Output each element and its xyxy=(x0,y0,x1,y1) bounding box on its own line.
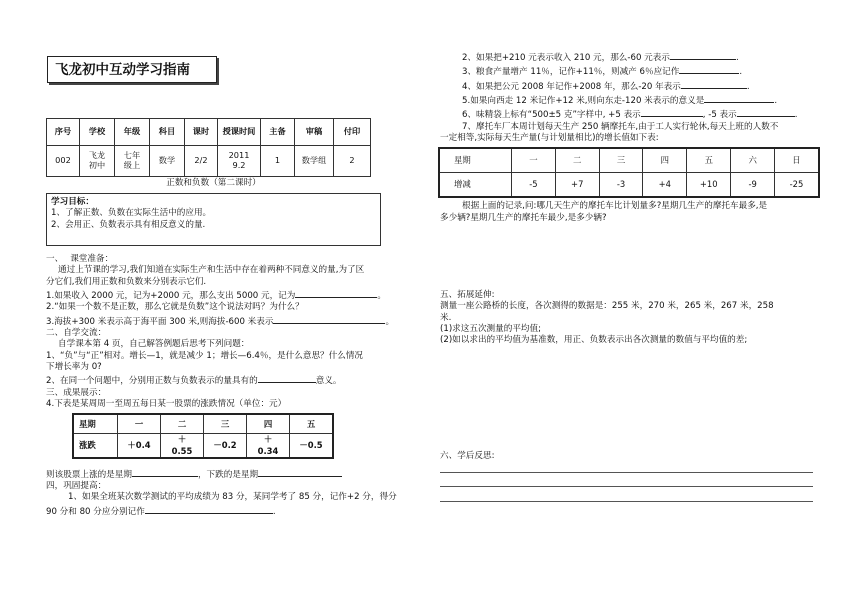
question-end: . xyxy=(272,506,276,517)
production-change-table xyxy=(438,147,820,198)
table-cell: －0.2 xyxy=(204,434,247,458)
table-cell: -3 xyxy=(599,173,643,198)
info-value-row xyxy=(47,146,371,177)
question-end: . xyxy=(746,81,750,92)
question-text: 90 分和 80 分应分别记作 xyxy=(46,506,145,517)
goals-heading: 学习目标： xyxy=(51,197,94,207)
question-r6 xyxy=(440,107,820,121)
info-value-cell: 数学 xyxy=(150,146,185,177)
left-column xyxy=(46,254,424,518)
question-text: 3、粮食产量增产 11％，记作+11％，则减产 6％应记作 xyxy=(462,67,680,78)
paragraph: 通过上节课的学习,我们知道在实际生产和生活中存在着两种不同意义的量,为了区 xyxy=(58,265,365,276)
table-cell: 一 xyxy=(118,414,161,434)
table-cell: +4 xyxy=(643,173,687,198)
table-cell: 日 xyxy=(774,148,819,173)
info-value-cell: 1 xyxy=(261,146,295,177)
info-value-cell: 2/2 xyxy=(185,146,218,177)
question-end: . xyxy=(794,110,798,121)
table-cell: +7 xyxy=(555,173,599,198)
table-cell: 二 xyxy=(161,414,204,434)
info-header-cell: 付印 xyxy=(334,119,371,146)
table-cell: 二 xyxy=(555,148,599,173)
info-header-cell: 年级 xyxy=(115,119,150,146)
section-heading: 二、自学交流： xyxy=(46,328,107,339)
paragraph: (2)如以求出的平均值为基准数，用正、负数表示出各次测量的数值与平均值的差; xyxy=(440,335,748,346)
table-cell: 三 xyxy=(599,148,643,173)
table-cell: 五 xyxy=(687,148,731,173)
section-heading: 三、成果展示： xyxy=(46,387,107,398)
answer-blank[interactable] xyxy=(704,93,774,103)
paragraph: 自学课本第 4 页，自己解答例题后思考下列问题： xyxy=(58,339,250,350)
question-s2-2 xyxy=(46,373,424,387)
question-end: 。 xyxy=(377,291,386,302)
paragraph: 1、“负”与“正”相对。增长—1，就是减少 1；增长—6.4％，是什么意思？什么情况 xyxy=(46,350,364,361)
paragraph: 7、摩托车厂本周计划每天生产 250 辆摩托车,由于工人实行轮休,每天上班的人数不 xyxy=(462,121,779,132)
question-r4 xyxy=(440,79,820,93)
goal-item: 2、会用正、负数表示具有相反意义的量. xyxy=(51,219,206,230)
table-cell: 涨跌 xyxy=(73,434,118,458)
question-r5 xyxy=(440,93,820,107)
table-row xyxy=(73,434,333,458)
info-value-cell: 2011 9.2 xyxy=(218,146,261,177)
paragraph: 测量一座公路桥的长度，各次测得的数据是：255 米，270 米，265 米，267 米，258 xyxy=(440,301,774,312)
paragraph: 分它们,我们用正数和负数来分别表示它们. xyxy=(46,276,207,287)
table-cell: ＋0.34 xyxy=(247,434,290,458)
learning-goals-box xyxy=(46,193,381,246)
lesson-info-table xyxy=(46,118,371,177)
question-text: 1.如果收入 2000 元，记为+2000 元，那么支出 5000 元，记为 xyxy=(46,291,296,302)
answer-blank[interactable] xyxy=(670,50,736,60)
info-header-cell: 主备 xyxy=(261,119,295,146)
stock-question xyxy=(46,467,424,481)
table-row xyxy=(73,414,333,434)
table-cell: 增减 xyxy=(439,173,512,198)
section-heading: 一、 课堂准备： xyxy=(46,254,114,264)
section-heading: 五、拓展延伸: xyxy=(440,290,495,301)
paragraph: (1)求这五次测量的平均值; xyxy=(440,324,542,335)
table-cell: -5 xyxy=(512,173,556,198)
table-cell: 六 xyxy=(731,148,775,173)
page-title: 飞龙初中互动学习指南 xyxy=(47,56,217,83)
reflection-line[interactable] xyxy=(440,486,813,487)
answer-blank[interactable] xyxy=(295,288,377,298)
question-text: ，下跌的是星期 xyxy=(197,469,259,480)
table-cell: 一 xyxy=(512,148,556,173)
info-header-cell: 学校 xyxy=(80,119,115,146)
paragraph: 4.下表是某周周一至周五每日某一股票的涨跌情况（单位：元） xyxy=(46,399,287,410)
answer-blank[interactable] xyxy=(681,79,747,89)
question-text: 2、如果把+210 元表示收入 210 元，那么-60 元表示 xyxy=(462,53,670,63)
paragraph: 米. xyxy=(440,312,452,323)
table-cell: 三 xyxy=(204,414,247,434)
answer-blank[interactable] xyxy=(679,64,739,74)
question-text: 2、在同一个问题中，分别用正数与负数表示的量具有的 xyxy=(46,376,258,387)
info-header-cell: 审稿 xyxy=(295,119,334,146)
question-end: 。 xyxy=(385,316,395,327)
info-header-cell: 序号 xyxy=(47,119,80,146)
reflection-line[interactable] xyxy=(440,501,813,502)
section-heading: 四，巩固提高： xyxy=(46,481,107,491)
stock-change-table xyxy=(72,413,334,458)
question-end: 意义。 xyxy=(315,376,342,387)
table-cell: -9 xyxy=(731,173,775,198)
table-cell: 五 xyxy=(290,414,334,434)
question-text: 3.海拔+300 米表示高于海平面 300 米,则海拔-600 米表示 xyxy=(46,316,274,327)
paragraph: 多少辆?星期几生产的摩托车最少,是多少辆? xyxy=(440,212,607,223)
info-header-cell: 课时 xyxy=(185,119,218,146)
right-column xyxy=(440,50,820,347)
answer-blank[interactable] xyxy=(258,467,342,477)
table-row xyxy=(439,173,819,198)
question-text: 4、如果把公元 2008 年记作+2008 年，那么-20 年表示 xyxy=(462,81,681,92)
question-end: . xyxy=(739,67,743,78)
paragraph: 1、如果全班某次数学测试的平均成绩为 83 分，某同学考了 85 分，记作+2 分，得分 xyxy=(68,492,397,503)
question-text: 5.如果向西走 12 米记作+12 米,则向东走-120 米表示的意义是 xyxy=(462,96,705,107)
question-end: . xyxy=(774,96,778,107)
answer-blank[interactable] xyxy=(145,504,273,514)
paragraph: 根据上面的记录,问:哪几天生产的摩托车比计划量多?星期几生产的摩托车最多,是 xyxy=(462,201,768,212)
question-r2 xyxy=(440,50,820,64)
info-header-row xyxy=(47,119,371,146)
info-value-cell: 数学组 xyxy=(295,146,334,177)
info-value-cell: 飞龙初中 xyxy=(80,146,115,177)
table-cell: -25 xyxy=(774,173,819,198)
table-cell: +10 xyxy=(687,173,731,198)
question-text: 6、味精袋上标有“500±5 克”字样中, +5 表示 xyxy=(462,110,641,121)
table-cell: 四 xyxy=(643,148,687,173)
question-3 xyxy=(46,314,424,328)
reflection-line[interactable] xyxy=(440,472,813,473)
question-r3 xyxy=(440,64,820,78)
question-1 xyxy=(46,288,424,302)
answer-blank[interactable] xyxy=(273,314,385,324)
info-value-cell: 七年级上 xyxy=(115,146,150,177)
answer-blank[interactable] xyxy=(258,373,316,383)
table-cell: 星期 xyxy=(439,148,512,173)
table-cell: 星期 xyxy=(73,414,118,434)
goal-item: 1、了解正数、负数在实际生活中的应用。 xyxy=(51,208,212,219)
answer-blank[interactable] xyxy=(641,107,703,117)
table-cell: ＋0.4 xyxy=(118,434,161,458)
lesson-title: 正数和负数（第二课时） xyxy=(166,178,261,188)
question-text: , -5 表示 xyxy=(702,110,737,121)
paragraph: 下增长率为 0? xyxy=(46,362,102,373)
question-end: . xyxy=(735,53,739,63)
answer-blank[interactable] xyxy=(132,467,198,477)
info-header-cell: 授课时间 xyxy=(218,119,261,146)
table-cell: －0.5 xyxy=(290,434,334,458)
info-header-cell: 科目 xyxy=(150,119,185,146)
table-cell: 四 xyxy=(247,414,290,434)
table-row xyxy=(439,148,819,173)
table-cell: ＋0.55 xyxy=(161,434,204,458)
paragraph: 一定相等,实际每天生产量(与计划量相比)的增长值如下表: xyxy=(440,133,659,144)
question-text: 则该股票上涨的是星期 xyxy=(46,469,132,480)
question-2: 2.“如果一个数不是正数，那么它就是负数”这个说法对吗？为什么？ xyxy=(46,302,304,313)
answer-space xyxy=(440,224,820,290)
question-s4-1 xyxy=(46,504,424,518)
info-value-cell: 2 xyxy=(334,146,371,177)
section-heading: 六、学后反思: xyxy=(440,451,495,461)
info-value-cell: 002 xyxy=(47,146,80,177)
answer-blank[interactable] xyxy=(737,107,795,117)
